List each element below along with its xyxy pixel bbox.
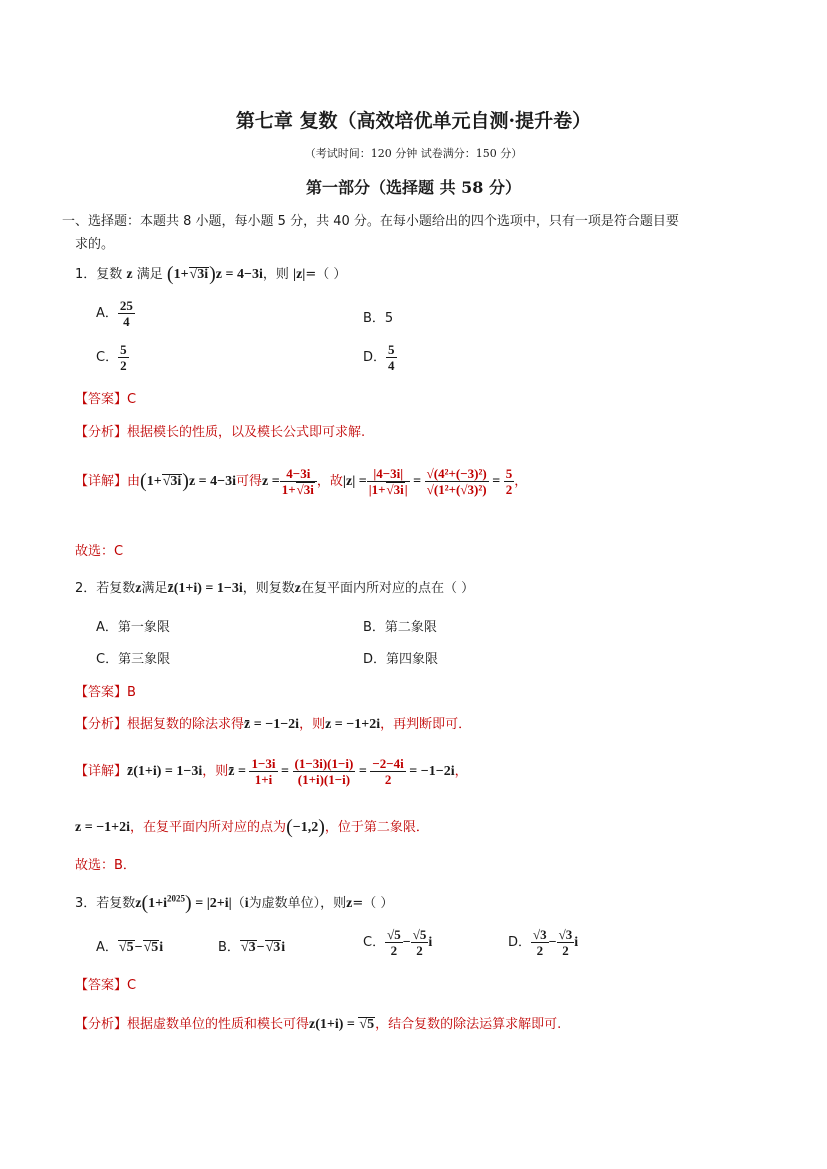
q2-detail: 【详解】z̄(1+i) = 1−3i，则z̄ = $\frac{1-3i}{1+i}$ = $\frac{(1-3i)(1-i)}{(1+i)(1-i)}$ = $\frac{-2-4i}{2}$ = −1−2i， <box>75 756 468 787</box>
q1-option-c[interactable]: C． $\frac{5}{2}$ <box>96 342 127 373</box>
q2-stem: 2．若复数z满足z̄(1+i) = 1−3i，则复数z在复平面内所对应的点在（ ） <box>75 581 475 596</box>
q2-detail-cont: z = −1+2i，在复平面内所对应的点为(−1,2)，位于第二象限． <box>75 816 429 838</box>
q2-option-c[interactable]: C．第三象限 <box>96 652 171 667</box>
q3-option-c[interactable]: C． $\frac{√5}{2}$ − $\frac{√5}{2}$ i <box>363 927 433 958</box>
q1-option-a[interactable]: A． $\frac{25}{4}$ <box>96 298 133 329</box>
q1-option-b[interactable]: B．5 <box>363 311 394 326</box>
q3-stem: 3．若复数$z(1+i^{2025}) = |2+i|(i$为虚数单位），则z=（ ） <box>75 892 394 914</box>
q2-option-a[interactable]: A．第一象限 <box>96 620 170 635</box>
q2-option-b[interactable]: B．第二象限 <box>363 620 437 635</box>
q1-answer: 【答案】C <box>75 392 137 407</box>
q2-choose: 故选：B． <box>75 858 136 873</box>
q1-option-d[interactable]: D． $\frac{5}{4}$ <box>363 342 395 373</box>
q1-analysis: 【分析】根据模长的性质，以及模长公式即可求解. <box>75 425 366 440</box>
q1-detail: 【详解】由(1+√3i)z = 4−3i可得z = $\frac{4-3i}{1+√3i}$ ，故|z| = $\frac{|4-3i|}{|1+√3i|}$ = $\frac{\text{√(4²+(−3)²)}}{\text{√(1²+(√3)²)}}$ = $\frac{5}{2}$ ， <box>75 466 528 497</box>
q1-stem: 1．复数 z 满足 (1+√3i)z = 4−3i，则 |z|=（ ） <box>75 263 347 285</box>
part-heading: 第一部分（选择题 共 58 分） <box>306 178 521 197</box>
section-instructions-cont: 求的。 <box>75 237 115 252</box>
page-title: 第七章 复数（高效培优单元自测·提升卷） <box>235 110 592 132</box>
q1-choose: 故选：C <box>75 544 124 559</box>
q2-analysis: 【分析】根据复数的除法求得z̄ = −1−2i，则z = −1+2i，再判断即可． <box>75 717 472 732</box>
q3-answer: 【答案】C <box>75 978 137 993</box>
q2-option-d[interactable]: D．第四象限 <box>363 652 439 667</box>
section-instructions: 一、选择题：本题共 8 小题，每小题 5 分，共 40 分。在每小题给出的四个选项中，只有一项是符合题目要 <box>62 214 679 229</box>
exam-info: （考试时间：120 分钟 试卷满分：150 分） <box>304 147 523 160</box>
q3-analysis: 【分析】根据虚数单位的性质和模长可得z(1+i) = √5，结合复数的除法运算求解即可. <box>75 1017 562 1032</box>
q3-option-d[interactable]: D． $\frac{√3}{2}$ − $\frac{√3}{2}$ i <box>508 927 579 958</box>
q3-option-a[interactable]: A．√5−√5i <box>96 940 164 955</box>
q2-answer: 【答案】B <box>75 685 136 700</box>
q3-option-b[interactable]: B．√3−√3i <box>218 940 286 955</box>
